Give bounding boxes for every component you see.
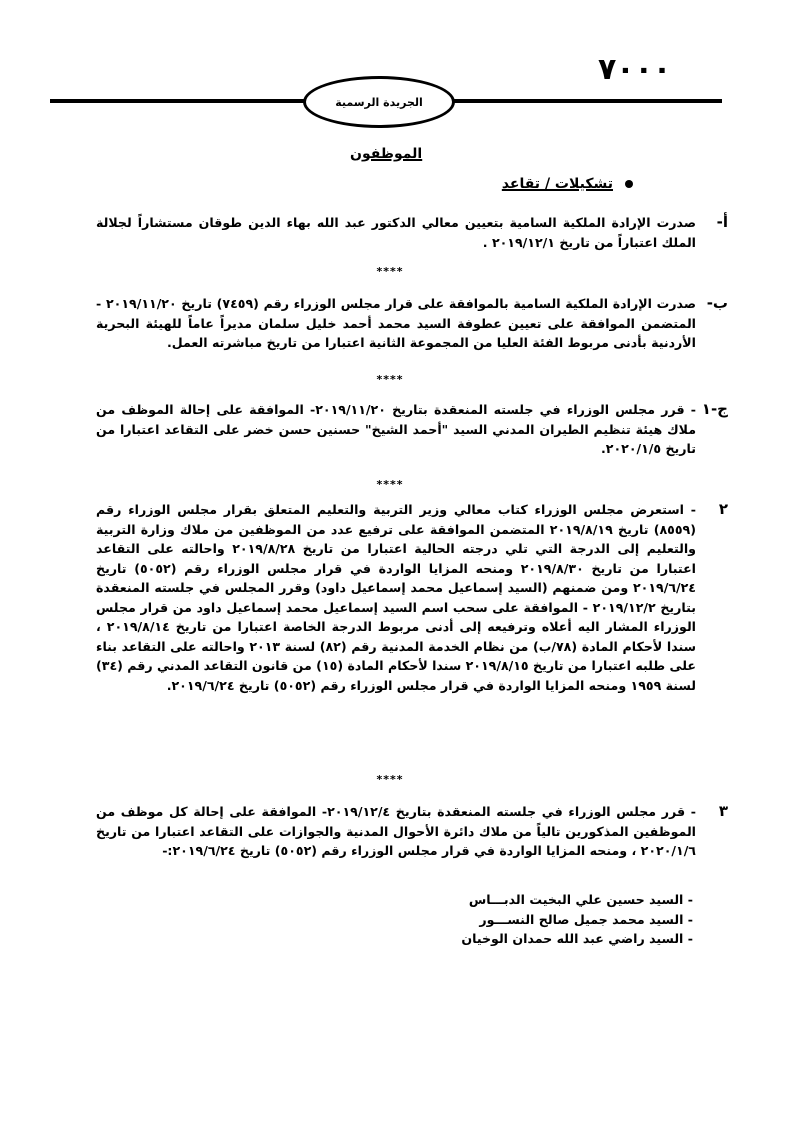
- item-b: [96, 294, 728, 353]
- item-marker: ٢: [718, 500, 728, 518]
- item-marker: أ-: [716, 213, 728, 231]
- item-a: [96, 213, 728, 252]
- separator: ****: [376, 773, 404, 786]
- publication-badge: [303, 76, 455, 128]
- item-text: - قرر مجلس الوزراء في جلسته المنعقدة بتاريخ ٢٠١٩/١٢/٤- الموافقة على إحالة كل موظف من الموظفين المذكورين تالياً من ملاك دائرة الأحوال المدنية والجوازات على التقاعد اعتبارا من تاريخ ٢٠٢٠/١/٦ ، ومنحه المزايا الواردة في قرار مجلس الوزراء رقم (٥٠٥٢) تاريخ ٢٠١٩/٦/٢٤:-: [96, 804, 697, 858]
- item-3: [96, 802, 728, 861]
- subsection-title: تشكيلات / تقاعد: [501, 176, 613, 192]
- retiree-name: - السيد محمد جميل صالح النســـور: [479, 911, 693, 927]
- separator: ****: [376, 265, 404, 278]
- retiree-name: - السيد حسين علي البخيت الدبـــاس: [468, 892, 693, 907]
- item-2: [96, 500, 728, 695]
- item-c1: [96, 400, 728, 459]
- retiree-list: [461, 890, 693, 949]
- retiree-name: - السيد راضي عبد الله حمدان الوخيان: [461, 931, 693, 946]
- item-text: صدرت الإرادة الملكية السامية بتعيين معالي الدكتور عبد الله بهاء الدين طوقان مستشاراً لجلالة الملك اعتباراً من تاريخ ٢٠١٩/١٢/١ .: [96, 215, 696, 250]
- item-marker: ج-١: [701, 400, 728, 418]
- item-marker: ب-: [706, 294, 728, 312]
- separator: ****: [376, 478, 404, 491]
- item-text: - استعرض مجلس الوزراء كتاب معالي وزير التربية والتعليم المتعلق بقرار مجلس الوزراء رقم (٨٥٥٩) تاريخ ٢٠١٩/٨/١٩ المتضمن الموافقة على ترفيع عدد من الموظفين من ملاك وزارة التربية والتعليم إلى الدرجة التي تلي درجته الحالية اعتبارا من تاريخ ٢٠١٩/٨/٢٨ واحالته على التقاعد اعتبارا من تاريخ ٢٠١٩/٨/٣٠ ومنحه المزايا الواردة في قرار مجلس الوزراء رقم (٥٠٥٢) تاريخ ٢٠١٩/٦/٢٤ ومن ضمنهم (السيد إسماعيل محمد إسماعيل داود) وقرر المجلس في جلسته المنعقدة بتاريخ ٢٠١٩/١٢/٢ - الموافقة على سحب اسم السيد إسماعيل محمد إسماعيل داود من قرار مجلس الوزراء المشار اليه أعلاه وترفيعه إلى أدنى مربوط الدرجة الخاصة اعتبارا من تاريخ ٢٠١٩/٨/١٤ ، سندا لأحكام المادة (٧٨/ب) من نظام الخدمة المدنية رقم (٨٢) لسنة ٢٠١٣ واحالته على التقاعد بناء على طلبه اعتبارا من تاريخ ٢٠١٩/٨/١٥ سندا لأحكام المادة (١٥) من قانون التقاعد المدني رقم (٣٤) لسنة ١٩٥٩ ومنحه المزايا الواردة في قرار مجلس الوزراء رقم (٥٠٥٢) تاريخ ٢٠١٩/٦/٢٤.: [96, 502, 697, 693]
- publication-name: الجريدة الرسمية: [335, 95, 423, 109]
- page-number: ٧٠٠٠: [598, 52, 672, 87]
- section-title: الموظفون: [350, 146, 423, 162]
- item-text: صدرت الإرادة الملكية السامية بالموافقة على قرار مجلس الوزراء رقم (٧٤٥٩) تاريخ ٢٠١٩/١١/٢٠ - المتضمن الموافقة على تعيين عطوفة السيد محمد أحمد خليل سلمان مديراً عاماً للهيئة البحرية الأردنية بأدنى مربوط الفئة العليا من المجموعة الثانية اعتبارا من تاريخ مباشرته العمل.: [96, 296, 696, 350]
- item-text: - قرر مجلس الوزراء في جلسته المنعقدة بتاريخ ٢٠١٩/١١/٢٠- الموافقة على إحالة الموظف من ملاك هيئة تنظيم الطيران المدني السيد "أحمد الشيخ" حسنين حسن خضر على التقاعد اعتبارا من تاريخ ٢٠٢٠/١/٥.: [96, 402, 696, 456]
- item-marker: ٣: [718, 802, 728, 820]
- bullet-icon: [625, 180, 633, 188]
- subsection-heading: [502, 176, 633, 192]
- separator: ****: [376, 373, 404, 386]
